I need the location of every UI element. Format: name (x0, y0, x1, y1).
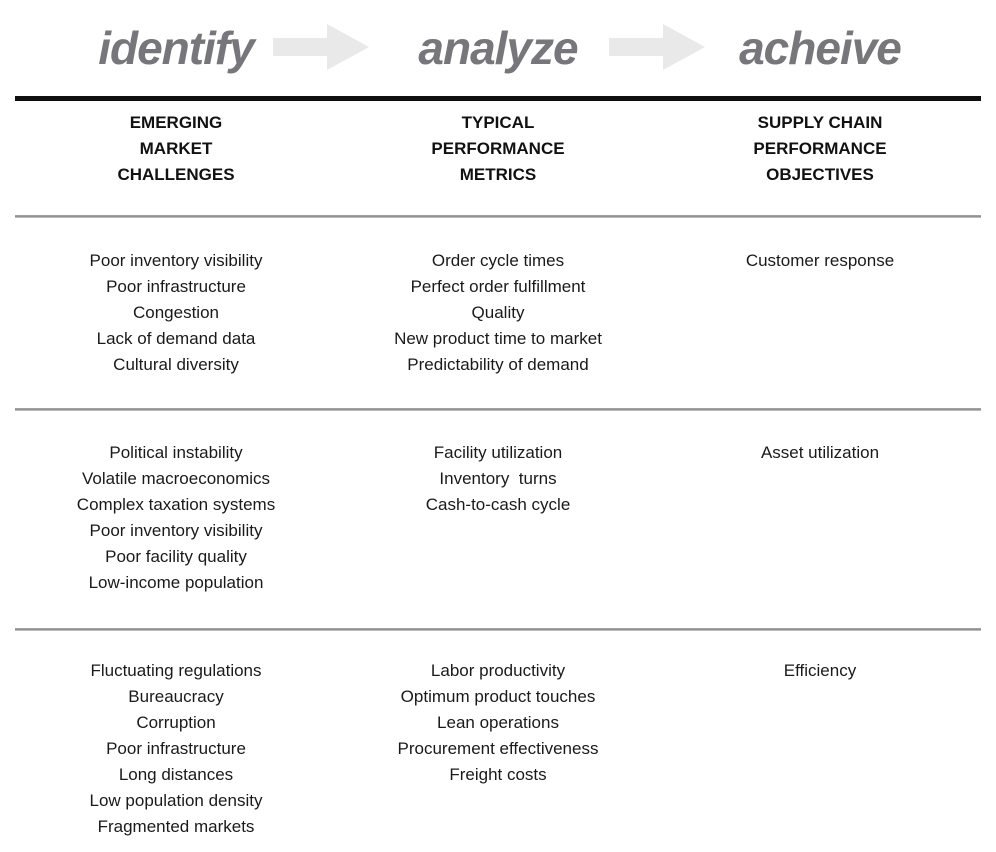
list-item: Inventory turns (439, 469, 557, 488)
list-item: Fluctuating regulations (90, 661, 262, 680)
column-header-objectives (659, 110, 981, 188)
cell-metrics (337, 440, 659, 596)
list-item: Political instability (109, 443, 243, 462)
list-item: METRICS (459, 165, 537, 184)
list-item: Poor infrastructure (106, 277, 246, 296)
list-item: Low population density (89, 791, 263, 810)
list-item: Bureaucracy (128, 687, 224, 706)
list-item: Complex taxation systems (76, 495, 276, 514)
list-item: Customer response (745, 251, 895, 270)
list-item: MARKET (139, 139, 213, 158)
list-item: TYPICAL (461, 113, 535, 132)
list-item: Corruption (136, 713, 216, 732)
column-header-metrics (337, 110, 659, 188)
column-headers (0, 101, 996, 215)
list-item: Perfect order fulfillment (410, 277, 586, 296)
cell-objectives (659, 440, 981, 596)
list-item: Congestion (132, 303, 219, 322)
table-row-efficiency (0, 631, 996, 852)
list-item: SUPPLY CHAIN (757, 113, 883, 132)
list-item: PERFORMANCE (753, 139, 887, 158)
list-item: Lean operations (437, 713, 559, 732)
list-item: Volatile macroeconomics (81, 469, 271, 488)
list-item: Asset utilization (760, 443, 880, 462)
cell-challenges (15, 248, 337, 378)
cell-metrics (337, 658, 659, 840)
cell-challenges (15, 440, 337, 596)
list-item: New product time to market (394, 329, 602, 348)
list-item: Fragmented markets (97, 817, 255, 836)
list-item: Efficiency (783, 661, 857, 680)
list-item: Cultural diversity (113, 355, 239, 374)
right-arrow-icon (273, 24, 369, 70)
flow-step-analyze: analyze (418, 22, 578, 74)
table-row-customer-response (0, 218, 996, 408)
list-item: Procurement effectiveness (397, 739, 599, 758)
list-item: Lack of demand data (96, 329, 256, 348)
list-item: Poor facility quality (105, 547, 247, 566)
list-item: Facility utilization (433, 443, 563, 462)
cell-challenges (15, 658, 337, 840)
cell-objectives (659, 248, 981, 378)
list-item: Poor infrastructure (106, 739, 246, 758)
list-item: Predictability of demand (407, 355, 589, 374)
flow-step-identify: identify (98, 22, 254, 74)
flow-step-acheive: acheive (739, 22, 901, 74)
list-item: Quality (471, 303, 525, 322)
column-header-challenges (15, 110, 337, 188)
list-item: Cash-to-cash cycle (425, 495, 571, 514)
list-item: Long distances (118, 765, 234, 784)
table-row-asset-utilization (0, 411, 996, 628)
list-item: Order cycle times (431, 251, 565, 270)
flow-header (15, 0, 981, 96)
list-item: OBJECTIVES (766, 165, 874, 184)
list-item: Low-income population (88, 573, 264, 592)
list-item: Optimum product touches (400, 687, 596, 706)
cell-metrics (337, 248, 659, 378)
list-item: Freight costs (449, 765, 547, 784)
list-item: Labor productivity (430, 661, 566, 680)
list-item: EMERGING (129, 113, 223, 132)
list-item: Poor inventory visibility (89, 521, 263, 540)
right-arrow-icon (609, 24, 705, 70)
list-item: Poor inventory visibility (89, 251, 263, 270)
cell-objectives (659, 658, 981, 840)
list-item: CHALLENGES (117, 165, 235, 184)
list-item: PERFORMANCE (431, 139, 565, 158)
